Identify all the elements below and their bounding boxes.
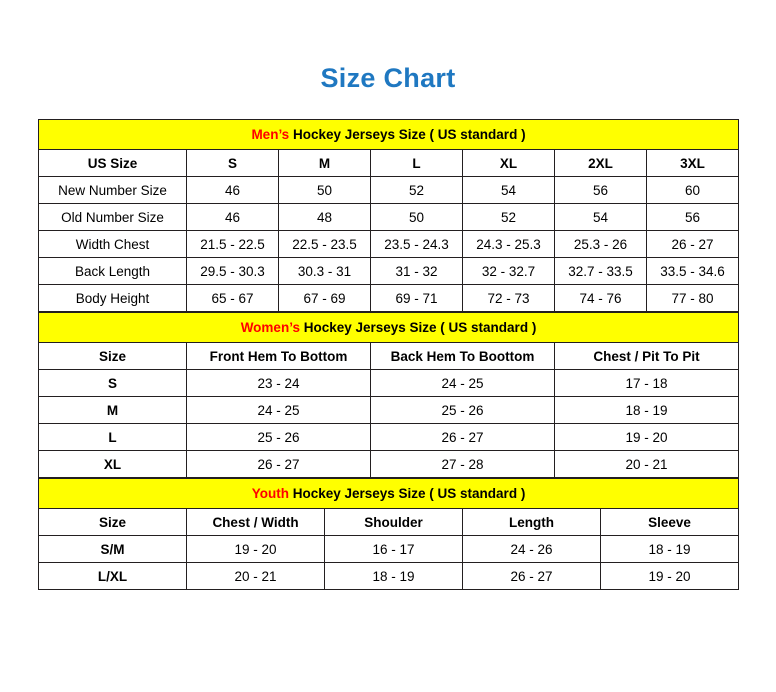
mens-cell: 77 - 80 <box>647 285 739 312</box>
table-row <box>39 285 739 312</box>
table-row <box>39 204 739 231</box>
womens-header-cell: Chest / Pit To Pit <box>555 343 739 370</box>
womens-header-cell: Size <box>39 343 187 370</box>
youth-header-cell: Sleeve <box>601 509 739 536</box>
mens-header-cell: L <box>371 150 463 177</box>
mens-cell: 56 <box>555 177 647 204</box>
youth-header-cell: Length <box>463 509 601 536</box>
table-row <box>39 451 739 478</box>
womens-cell: 24 - 25 <box>187 397 371 424</box>
mens-cell: 30.3 - 31 <box>279 258 371 285</box>
mens-cell: 52 <box>371 177 463 204</box>
youth-cell: 26 - 27 <box>463 563 601 590</box>
mens-header-cell: XL <box>463 150 555 177</box>
mens-cell: 48 <box>279 204 371 231</box>
youth-banner <box>39 479 739 509</box>
youth-size-table <box>38 478 739 590</box>
mens-cell: 32.7 - 33.5 <box>555 258 647 285</box>
table-banner-row <box>39 120 739 150</box>
womens-cell: 26 - 27 <box>187 451 371 478</box>
youth-cell: 18 - 19 <box>601 536 739 563</box>
mens-cell: 54 <box>555 204 647 231</box>
mens-cell: 31 - 32 <box>371 258 463 285</box>
womens-cell: 25 - 26 <box>371 397 555 424</box>
table-row <box>39 258 739 285</box>
table-row <box>39 536 739 563</box>
table-row <box>39 397 739 424</box>
mens-header-cell: S <box>187 150 279 177</box>
womens-row-label: XL <box>39 451 187 478</box>
mens-size-table <box>38 119 739 312</box>
size-chart-tables <box>38 119 738 590</box>
womens-cell: 24 - 25 <box>371 370 555 397</box>
mens-cell: 72 - 73 <box>463 285 555 312</box>
youth-header-cell: Size <box>39 509 187 536</box>
womens-banner-accent: Women’s <box>240 320 300 335</box>
mens-cell: 69 - 71 <box>371 285 463 312</box>
mens-row-label: Width Chest <box>39 231 187 258</box>
mens-cell: 60 <box>647 177 739 204</box>
mens-row-label: Body Height <box>39 285 187 312</box>
mens-cell: 23.5 - 24.3 <box>371 231 463 258</box>
mens-row-label: New Number Size <box>39 177 187 204</box>
womens-row-label: M <box>39 397 187 424</box>
mens-cell: 26 - 27 <box>647 231 739 258</box>
womens-cell: 25 - 26 <box>187 424 371 451</box>
youth-banner-accent: Youth <box>251 486 289 501</box>
mens-cell: 52 <box>463 204 555 231</box>
mens-cell: 56 <box>647 204 739 231</box>
womens-size-table <box>38 312 739 478</box>
table-header-row <box>39 509 739 536</box>
youth-cell: 19 - 20 <box>187 536 325 563</box>
mens-header-cell: US Size <box>39 150 187 177</box>
mens-banner-accent: Men’s <box>251 127 290 142</box>
mens-row-label: Old Number Size <box>39 204 187 231</box>
page-title: Size Chart <box>320 63 456 93</box>
mens-row-label: Back Length <box>39 258 187 285</box>
mens-cell: 25.3 - 26 <box>555 231 647 258</box>
womens-cell: 17 - 18 <box>555 370 739 397</box>
womens-header-cell: Front Hem To Bottom <box>187 343 371 370</box>
mens-cell: 29.5 - 30.3 <box>187 258 279 285</box>
table-row <box>39 370 739 397</box>
womens-cell: 26 - 27 <box>371 424 555 451</box>
youth-cell: 18 - 19 <box>325 563 463 590</box>
mens-cell: 46 <box>187 177 279 204</box>
womens-banner-rest: Hockey Jerseys Size ( US standard ) <box>299 320 537 335</box>
womens-cell: 19 - 20 <box>555 424 739 451</box>
youth-cell: 24 - 26 <box>463 536 601 563</box>
mens-cell: 32 - 32.7 <box>463 258 555 285</box>
table-banner-row <box>39 479 739 509</box>
mens-cell: 65 - 67 <box>187 285 279 312</box>
mens-cell: 74 - 76 <box>555 285 647 312</box>
womens-cell: 27 - 28 <box>371 451 555 478</box>
youth-cell: 20 - 21 <box>187 563 325 590</box>
table-row <box>39 177 739 204</box>
mens-header-cell: M <box>279 150 371 177</box>
mens-banner <box>39 120 739 150</box>
mens-cell: 46 <box>187 204 279 231</box>
table-header-row <box>39 150 739 177</box>
table-row <box>39 563 739 590</box>
womens-row-label: S <box>39 370 187 397</box>
mens-header-cell: 2XL <box>555 150 647 177</box>
mens-cell: 33.5 - 34.6 <box>647 258 739 285</box>
mens-banner-rest: Hockey Jerseys Size ( US standard ) <box>289 127 526 142</box>
table-header-row <box>39 343 739 370</box>
mens-cell: 21.5 - 22.5 <box>187 231 279 258</box>
table-banner-row <box>39 313 739 343</box>
youth-cell: 16 - 17 <box>325 536 463 563</box>
mens-cell: 50 <box>371 204 463 231</box>
mens-header-cell: 3XL <box>647 150 739 177</box>
womens-row-label: L <box>39 424 187 451</box>
mens-cell: 67 - 69 <box>279 285 371 312</box>
womens-banner <box>39 313 739 343</box>
womens-cell: 20 - 21 <box>555 451 739 478</box>
youth-header-cell: Chest / Width <box>187 509 325 536</box>
youth-cell: 19 - 20 <box>601 563 739 590</box>
mens-cell: 24.3 - 25.3 <box>463 231 555 258</box>
youth-row-label: L/XL <box>39 563 187 590</box>
womens-cell: 18 - 19 <box>555 397 739 424</box>
womens-header-cell: Back Hem To Boottom <box>371 343 555 370</box>
youth-row-label: S/M <box>39 536 187 563</box>
mens-cell: 54 <box>463 177 555 204</box>
womens-cell: 23 - 24 <box>187 370 371 397</box>
youth-header-cell: Shoulder <box>325 509 463 536</box>
table-row <box>39 231 739 258</box>
mens-cell: 22.5 - 23.5 <box>279 231 371 258</box>
mens-cell: 50 <box>279 177 371 204</box>
table-row <box>39 424 739 451</box>
youth-banner-rest: Hockey Jerseys Size ( US standard ) <box>288 486 526 501</box>
